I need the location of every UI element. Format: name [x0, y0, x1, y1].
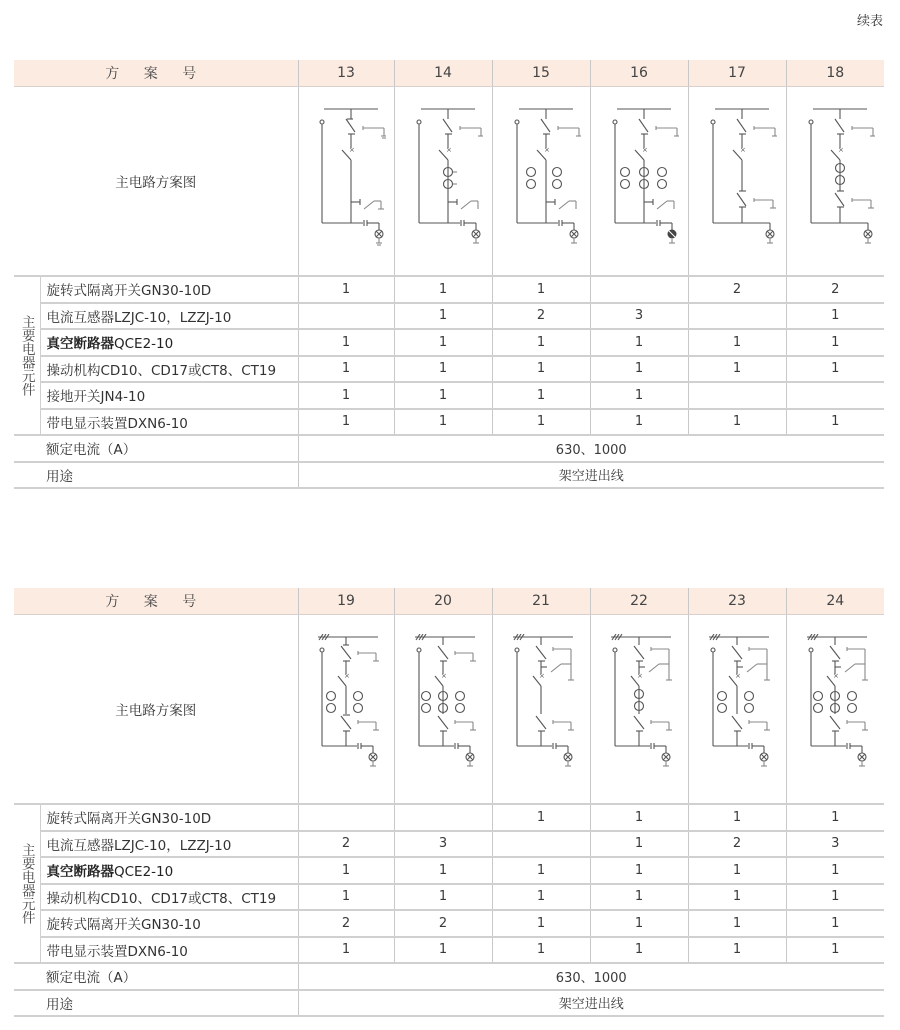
qty-cell: 1 [688, 409, 786, 436]
qty-cell: 1 [688, 356, 786, 383]
table-row [14, 804, 884, 831]
rated-current-row [14, 963, 884, 990]
scheme-no: 19 [298, 588, 394, 615]
circuit-diagram-16 [590, 87, 688, 277]
single-line-diagram-icon [795, 106, 875, 256]
qty-cell: 1 [590, 831, 688, 858]
qty-cell: 1 [298, 409, 394, 436]
header-row [14, 60, 884, 87]
qty-cell: 1 [394, 409, 492, 436]
qty-cell: 2 [688, 276, 786, 303]
component-name: 电流互感器LZJC-10，LZZJ-10 [40, 303, 298, 330]
scheme-no: 15 [492, 60, 590, 87]
qty-cell: 1 [590, 857, 688, 884]
scheme-no: 17 [688, 60, 786, 87]
qty-cell: 1 [590, 910, 688, 937]
circuit-diagram-18 [786, 87, 884, 277]
qty-cell: 2 [492, 303, 590, 330]
single-line-diagram-icon [697, 106, 777, 256]
qty-cell: 3 [394, 831, 492, 858]
single-line-diagram-icon [697, 634, 777, 784]
continued-label: 续表 [856, 14, 883, 29]
svg-text:×: × [441, 672, 447, 680]
component-name [40, 329, 298, 356]
single-line-diagram-icon [795, 634, 875, 784]
component-model: QCE2-10 [114, 336, 174, 353]
scheme-no: 20 [394, 588, 492, 615]
qty-cell: 1 [786, 884, 884, 911]
qty-cell: 1 [394, 303, 492, 330]
svg-text:×: × [838, 146, 845, 154]
usage-label: 用途 [14, 990, 298, 1017]
circuit-diagram-13 [298, 87, 394, 277]
component-model: QCE2-10 [114, 864, 174, 881]
qty-cell: 1 [590, 937, 688, 964]
qty-cell: 1 [688, 910, 786, 937]
svg-text:×: × [446, 146, 452, 154]
svg-text:×: × [349, 146, 355, 154]
single-line-diagram-icon [403, 106, 483, 256]
scheme-no: 22 [590, 588, 688, 615]
usage-label: 用途 [14, 462, 298, 489]
qty-cell: 1 [298, 937, 394, 964]
qty-cell: 2 [394, 910, 492, 937]
qty-cell: 1 [688, 329, 786, 356]
qty-cell: 1 [298, 329, 394, 356]
qty-cell: 1 [688, 884, 786, 911]
qty-cell: 1 [786, 409, 884, 436]
qty-cell: 1 [492, 937, 590, 964]
table-row [14, 382, 884, 409]
qty-cell [688, 382, 786, 409]
qty-cell: 1 [298, 356, 394, 383]
qty-cell: 1 [394, 884, 492, 911]
qty-cell: 1 [394, 937, 492, 964]
svg-text:×: × [740, 146, 746, 154]
header-row [14, 588, 884, 615]
scheme-no: 24 [786, 588, 884, 615]
qty-cell: 1 [786, 356, 884, 383]
qty-cell [394, 804, 492, 831]
single-line-diagram-icon [599, 106, 679, 256]
rated-current-value: 630、1000 [298, 435, 884, 462]
table-row [14, 409, 884, 436]
table-row [14, 937, 884, 964]
table-row [14, 276, 884, 303]
scheme-no: 21 [492, 588, 590, 615]
qty-cell [688, 303, 786, 330]
qty-cell: 1 [688, 937, 786, 964]
scheme-no: 16 [590, 60, 688, 87]
table-row [14, 910, 884, 937]
qty-cell: 1 [786, 804, 884, 831]
single-line-diagram-icon [403, 634, 483, 784]
qty-cell [298, 804, 394, 831]
single-line-diagram-icon [501, 634, 581, 784]
qty-cell: 3 [590, 303, 688, 330]
table-row [14, 329, 884, 356]
usage-row [14, 462, 884, 489]
circuit-diagram-19 [298, 615, 394, 805]
qty-cell: 1 [492, 329, 590, 356]
component-name: 电流互感器LZJC-10，LZZJ-10 [40, 831, 298, 858]
qty-cell: 2 [688, 831, 786, 858]
qty-cell: 1 [298, 857, 394, 884]
qty-cell: 1 [492, 884, 590, 911]
rated-current-label: 额定电流（A） [14, 435, 298, 462]
qty-cell: 2 [298, 910, 394, 937]
qty-cell: 1 [590, 356, 688, 383]
component-name: 操动机构CD10、CD17或CT8、CT19 [40, 356, 298, 383]
circuit-diagram-17 [688, 87, 786, 277]
single-line-diagram-icon [306, 106, 386, 256]
circuit-diagram-22 [590, 615, 688, 805]
scheme-table-1 [14, 60, 884, 489]
usage-value: 架空进出线 [298, 990, 884, 1017]
svg-text:×: × [344, 672, 350, 680]
component-group-label: 主要电器元件 [14, 804, 40, 963]
qty-cell: 1 [394, 356, 492, 383]
qty-cell [298, 303, 394, 330]
qty-cell: 1 [590, 804, 688, 831]
component-group-label: 主要电器元件 [14, 276, 40, 435]
component-name: 旋转式隔离开关GN30-10D [40, 276, 298, 303]
qty-cell: 1 [786, 329, 884, 356]
qty-cell: 1 [688, 857, 786, 884]
qty-cell: 1 [298, 276, 394, 303]
qty-cell: 1 [590, 409, 688, 436]
scheme-table-2 [14, 588, 884, 1017]
qty-cell: 3 [786, 831, 884, 858]
diagram-row [14, 615, 884, 805]
qty-cell: 1 [492, 276, 590, 303]
single-line-diagram-icon [306, 634, 386, 784]
qty-cell: 1 [394, 382, 492, 409]
component-name: 带电显示装置DXN6-10 [40, 937, 298, 964]
qty-cell: 1 [492, 382, 590, 409]
scheme-no-label: 方 案 号 [14, 60, 298, 87]
rated-current-row [14, 435, 884, 462]
qty-cell: 1 [394, 857, 492, 884]
qty-cell: 1 [492, 857, 590, 884]
circuit-diagram-21 [492, 615, 590, 805]
table-row [14, 884, 884, 911]
component-name: 旋转式隔离开关GN30-10 [40, 910, 298, 937]
diagram-row-label: 主电路方案图 [14, 615, 298, 805]
circuit-diagram-20 [394, 615, 492, 805]
component-name: 带电显示装置DXN6-10 [40, 409, 298, 436]
qty-cell [590, 276, 688, 303]
svg-text:×: × [637, 672, 643, 680]
rated-current-label: 额定电流（A） [14, 963, 298, 990]
table-row [14, 831, 884, 858]
qty-cell: 1 [786, 857, 884, 884]
rated-current-value: 630、1000 [298, 963, 884, 990]
scheme-no: 23 [688, 588, 786, 615]
usage-value: 架空进出线 [298, 462, 884, 489]
component-name: 旋转式隔离开关GN30-10D [40, 804, 298, 831]
qty-cell: 1 [590, 382, 688, 409]
component-name [40, 857, 298, 884]
qty-cell [786, 382, 884, 409]
qty-cell: 1 [688, 804, 786, 831]
qty-cell: 1 [492, 409, 590, 436]
qty-cell: 1 [492, 910, 590, 937]
qty-cell: 1 [786, 303, 884, 330]
single-line-diagram-icon [599, 634, 679, 784]
circuit-diagram-24 [786, 615, 884, 805]
component-name-bold: 真空断路器 [46, 864, 114, 881]
circuit-diagram-14 [394, 87, 492, 277]
qty-cell: 1 [590, 329, 688, 356]
usage-row [14, 990, 884, 1017]
scheme-no: 14 [394, 60, 492, 87]
table-row [14, 857, 884, 884]
svg-text:×: × [735, 672, 741, 680]
svg-text:×: × [642, 146, 648, 154]
qty-cell: 1 [786, 937, 884, 964]
svg-text:×: × [833, 672, 840, 680]
circuit-diagram-15 [492, 87, 590, 277]
table-row [14, 356, 884, 383]
scheme-no-label: 方 案 号 [14, 588, 298, 615]
qty-cell: 1 [394, 276, 492, 303]
diagram-row [14, 87, 884, 277]
circuit-diagram-23 [688, 615, 786, 805]
scheme-no: 18 [786, 60, 884, 87]
diagram-row-label: 主电路方案图 [14, 87, 298, 277]
qty-cell: 1 [394, 329, 492, 356]
component-name: 接地开关JN4-10 [40, 382, 298, 409]
scheme-no: 13 [298, 60, 394, 87]
svg-text:×: × [544, 146, 550, 154]
svg-text:×: × [539, 672, 545, 680]
qty-cell: 1 [492, 356, 590, 383]
qty-cell: 1 [492, 804, 590, 831]
qty-cell: 1 [298, 382, 394, 409]
qty-cell: 2 [786, 276, 884, 303]
qty-cell: 1 [786, 910, 884, 937]
single-line-diagram-icon [501, 106, 581, 256]
qty-cell: 1 [298, 884, 394, 911]
qty-cell: 1 [590, 884, 688, 911]
component-name-bold: 真空断路器 [46, 336, 114, 353]
qty-cell [492, 831, 590, 858]
component-name: 操动机构CD10、CD17或CT8、CT19 [40, 884, 298, 911]
table-row [14, 303, 884, 330]
qty-cell: 2 [298, 831, 394, 858]
